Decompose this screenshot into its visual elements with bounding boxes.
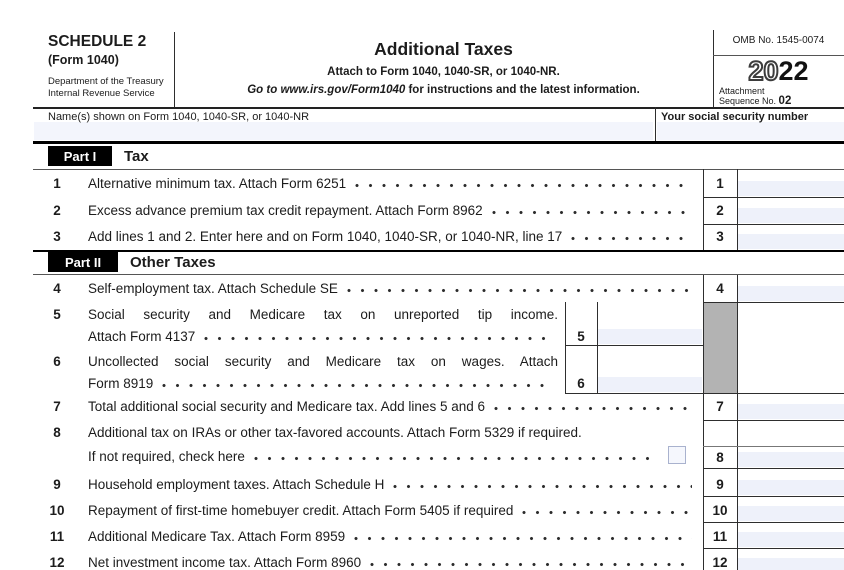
line-5-label-line1: Social security and Medicare tax on unreported tip income. xyxy=(88,307,558,322)
line-3-row xyxy=(88,229,697,244)
amount-col-right-rule-p2 xyxy=(737,274,738,570)
line-3-label: Add lines 1 and 2. Enter here and on Form 1040, 1040-SR, or 1040-NR, line 17 xyxy=(88,229,563,244)
dot-leader xyxy=(354,536,692,541)
line-12-row xyxy=(88,555,697,570)
line-8-number-left: 8 xyxy=(53,425,61,440)
line-8-checkbox[interactable] xyxy=(668,446,686,464)
line-4-number-left: 4 xyxy=(53,281,61,296)
line-2-amount-field[interactable] xyxy=(738,208,844,223)
goto-prefix: Go to xyxy=(247,84,281,96)
part2-header-rule xyxy=(33,274,844,275)
line-9-number-left: 9 xyxy=(53,477,61,492)
schedule-number: SCHEDULE 2 xyxy=(48,33,147,50)
omb-number: OMB No. 1545-0074 xyxy=(732,35,825,46)
line-7-rule xyxy=(703,420,844,421)
line-11-rule xyxy=(703,548,844,549)
line-8-label-line2: If not required, check here xyxy=(88,449,245,464)
sequence-label: Sequence No. xyxy=(719,96,779,106)
dot-leader xyxy=(355,183,692,188)
line-12-amount-field[interactable] xyxy=(738,558,844,570)
dot-leader xyxy=(347,288,692,293)
line-12-label: Net investment income tax. Attach Form 8960 xyxy=(88,555,362,570)
line-4-number-cell: 4 xyxy=(716,281,724,296)
line-4-amount-field[interactable] xyxy=(738,286,844,301)
tax-year-outline: 20 xyxy=(748,56,779,86)
line-11-amount-field[interactable] xyxy=(738,532,844,547)
dot-leader xyxy=(494,406,692,411)
line-8-row2 xyxy=(88,449,662,464)
line-10-number-cell: 10 xyxy=(712,503,728,518)
agency-line2: Internal Revenue Service xyxy=(48,88,155,99)
dot-leader xyxy=(522,510,692,515)
dot-leader xyxy=(393,484,692,489)
part2-badge: Part II xyxy=(48,252,118,272)
line-2-row xyxy=(88,203,697,218)
line-10-rule xyxy=(703,522,844,523)
line-1-amount-field[interactable] xyxy=(738,181,844,196)
line-8-inner-rule xyxy=(703,446,844,447)
line-11-number-left: 11 xyxy=(49,529,65,544)
line-5-label-line2: Attach Form 4137 xyxy=(88,329,196,344)
line-6-row2 xyxy=(88,376,558,391)
ssn-label: Your social security number xyxy=(661,111,809,123)
line-9-rule xyxy=(703,496,844,497)
tax-year-bold: 22 xyxy=(778,56,809,86)
line-11-number-cell: 11 xyxy=(712,529,728,544)
line-9-number-cell: 9 xyxy=(716,477,724,492)
line-7-label: Total additional social security and Medicare tax. Add lines 5 and 6 xyxy=(88,399,485,414)
sequence-number: 02 xyxy=(778,95,792,107)
part1-header-rule xyxy=(33,169,844,170)
line-3-number-cell: 3 xyxy=(716,229,724,244)
name-row-bottom-rule xyxy=(33,141,844,144)
line-7-amount-field[interactable] xyxy=(738,404,844,419)
line-10-label: Repayment of first-time homebuyer credit. Attach Form 5405 if required xyxy=(88,503,514,518)
agency-line1: Department of the Treasury xyxy=(48,76,164,87)
line-9-row xyxy=(88,477,697,492)
dot-leader xyxy=(492,210,692,215)
dot-leader xyxy=(370,562,692,567)
line-5-number-left: 5 xyxy=(53,307,61,322)
ssn-input[interactable] xyxy=(657,122,844,140)
name-input[interactable] xyxy=(34,122,653,140)
line-12-number-left: 12 xyxy=(49,555,65,570)
line-10-amount-field[interactable] xyxy=(738,506,844,521)
dot-leader xyxy=(571,236,692,241)
tax-year xyxy=(713,57,844,85)
line-1-row xyxy=(88,176,697,191)
goto-instruction xyxy=(174,84,713,96)
line-5-amount-field[interactable] xyxy=(598,329,702,344)
line-9-label: Household employment taxes. Attach Schedule H xyxy=(88,477,385,492)
dot-leader xyxy=(204,336,553,341)
line-8-number-cell: 8 xyxy=(716,450,724,465)
dot-leader xyxy=(254,456,657,461)
line-2-label: Excess advance premium tax credit repayment. Attach Form 8962 xyxy=(88,203,483,218)
line-1-label: Alternative minimum tax. Attach Form 6251 xyxy=(88,176,347,191)
line-6-label-line2: Form 8919 xyxy=(88,376,154,391)
line-6-rule xyxy=(565,393,844,394)
name-label: Name(s) shown on Form 1040, 1040-SR, or 1040-NR xyxy=(48,111,310,123)
line-9-amount-field[interactable] xyxy=(738,480,844,495)
line-7-row xyxy=(88,399,697,414)
dot-leader xyxy=(162,383,553,388)
line-5-row2 xyxy=(88,329,558,344)
line-3-number-left: 3 xyxy=(53,229,61,244)
line-5-number-cell: 5 xyxy=(577,329,585,344)
line-5-rule xyxy=(565,345,703,346)
part2-title: Other Taxes xyxy=(130,254,216,271)
line-8-label-line1: Additional tax on IRAs or other tax-favored accounts. Attach Form 5329 if required. xyxy=(88,425,582,440)
line-2-number-cell: 2 xyxy=(716,203,724,218)
line-6-amount-field[interactable] xyxy=(598,377,702,392)
line-8-amount-field[interactable] xyxy=(738,452,844,467)
attachment-label: Attachment xyxy=(719,86,765,96)
goto-suffix: for instructions and the latest information. xyxy=(405,84,640,96)
ssn-divider xyxy=(655,107,656,141)
irs-url: www.irs.gov/Form1040 xyxy=(280,84,406,96)
line-4-row xyxy=(88,281,697,296)
line-6-label-line1: Uncollected social security and Medicare tax on wages. Attach xyxy=(88,354,558,369)
attach-instruction: Attach to Form 1040, 1040-SR, or 1040-NR. xyxy=(327,66,560,78)
line-1-rule xyxy=(703,197,844,198)
part1-title: Tax xyxy=(124,148,149,165)
line-7-number-cell: 7 xyxy=(716,399,724,414)
form-number: (Form 1040) xyxy=(48,53,119,67)
line-11-row xyxy=(88,529,697,544)
header-bottom-rule xyxy=(33,107,844,109)
shaded-cell-5-6 xyxy=(704,303,737,393)
line-2-number-left: 2 xyxy=(53,203,61,218)
line-1-number-cell: 1 xyxy=(716,176,724,191)
part1-bottom-rule xyxy=(33,250,844,252)
line-12-number-cell: 12 xyxy=(712,555,728,570)
line-10-row xyxy=(88,503,697,518)
form-title: Additional Taxes xyxy=(374,39,513,59)
line-4-label: Self-employment tax. Attach Schedule SE xyxy=(88,281,338,296)
line-6-number-cell: 6 xyxy=(577,376,585,391)
line-2-rule xyxy=(703,224,844,225)
line-11-label: Additional Medicare Tax. Attach Form 8959 xyxy=(88,529,346,544)
sequence-line xyxy=(719,95,791,107)
line-7-number-left: 7 xyxy=(53,399,61,414)
line-3-amount-field[interactable] xyxy=(738,234,844,249)
line-8-rule xyxy=(703,468,844,469)
line-6-number-left: 6 xyxy=(53,354,61,369)
line-10-number-left: 10 xyxy=(49,503,65,518)
part1-badge: Part I xyxy=(48,146,112,166)
line-1-number-left: 1 xyxy=(53,176,61,191)
